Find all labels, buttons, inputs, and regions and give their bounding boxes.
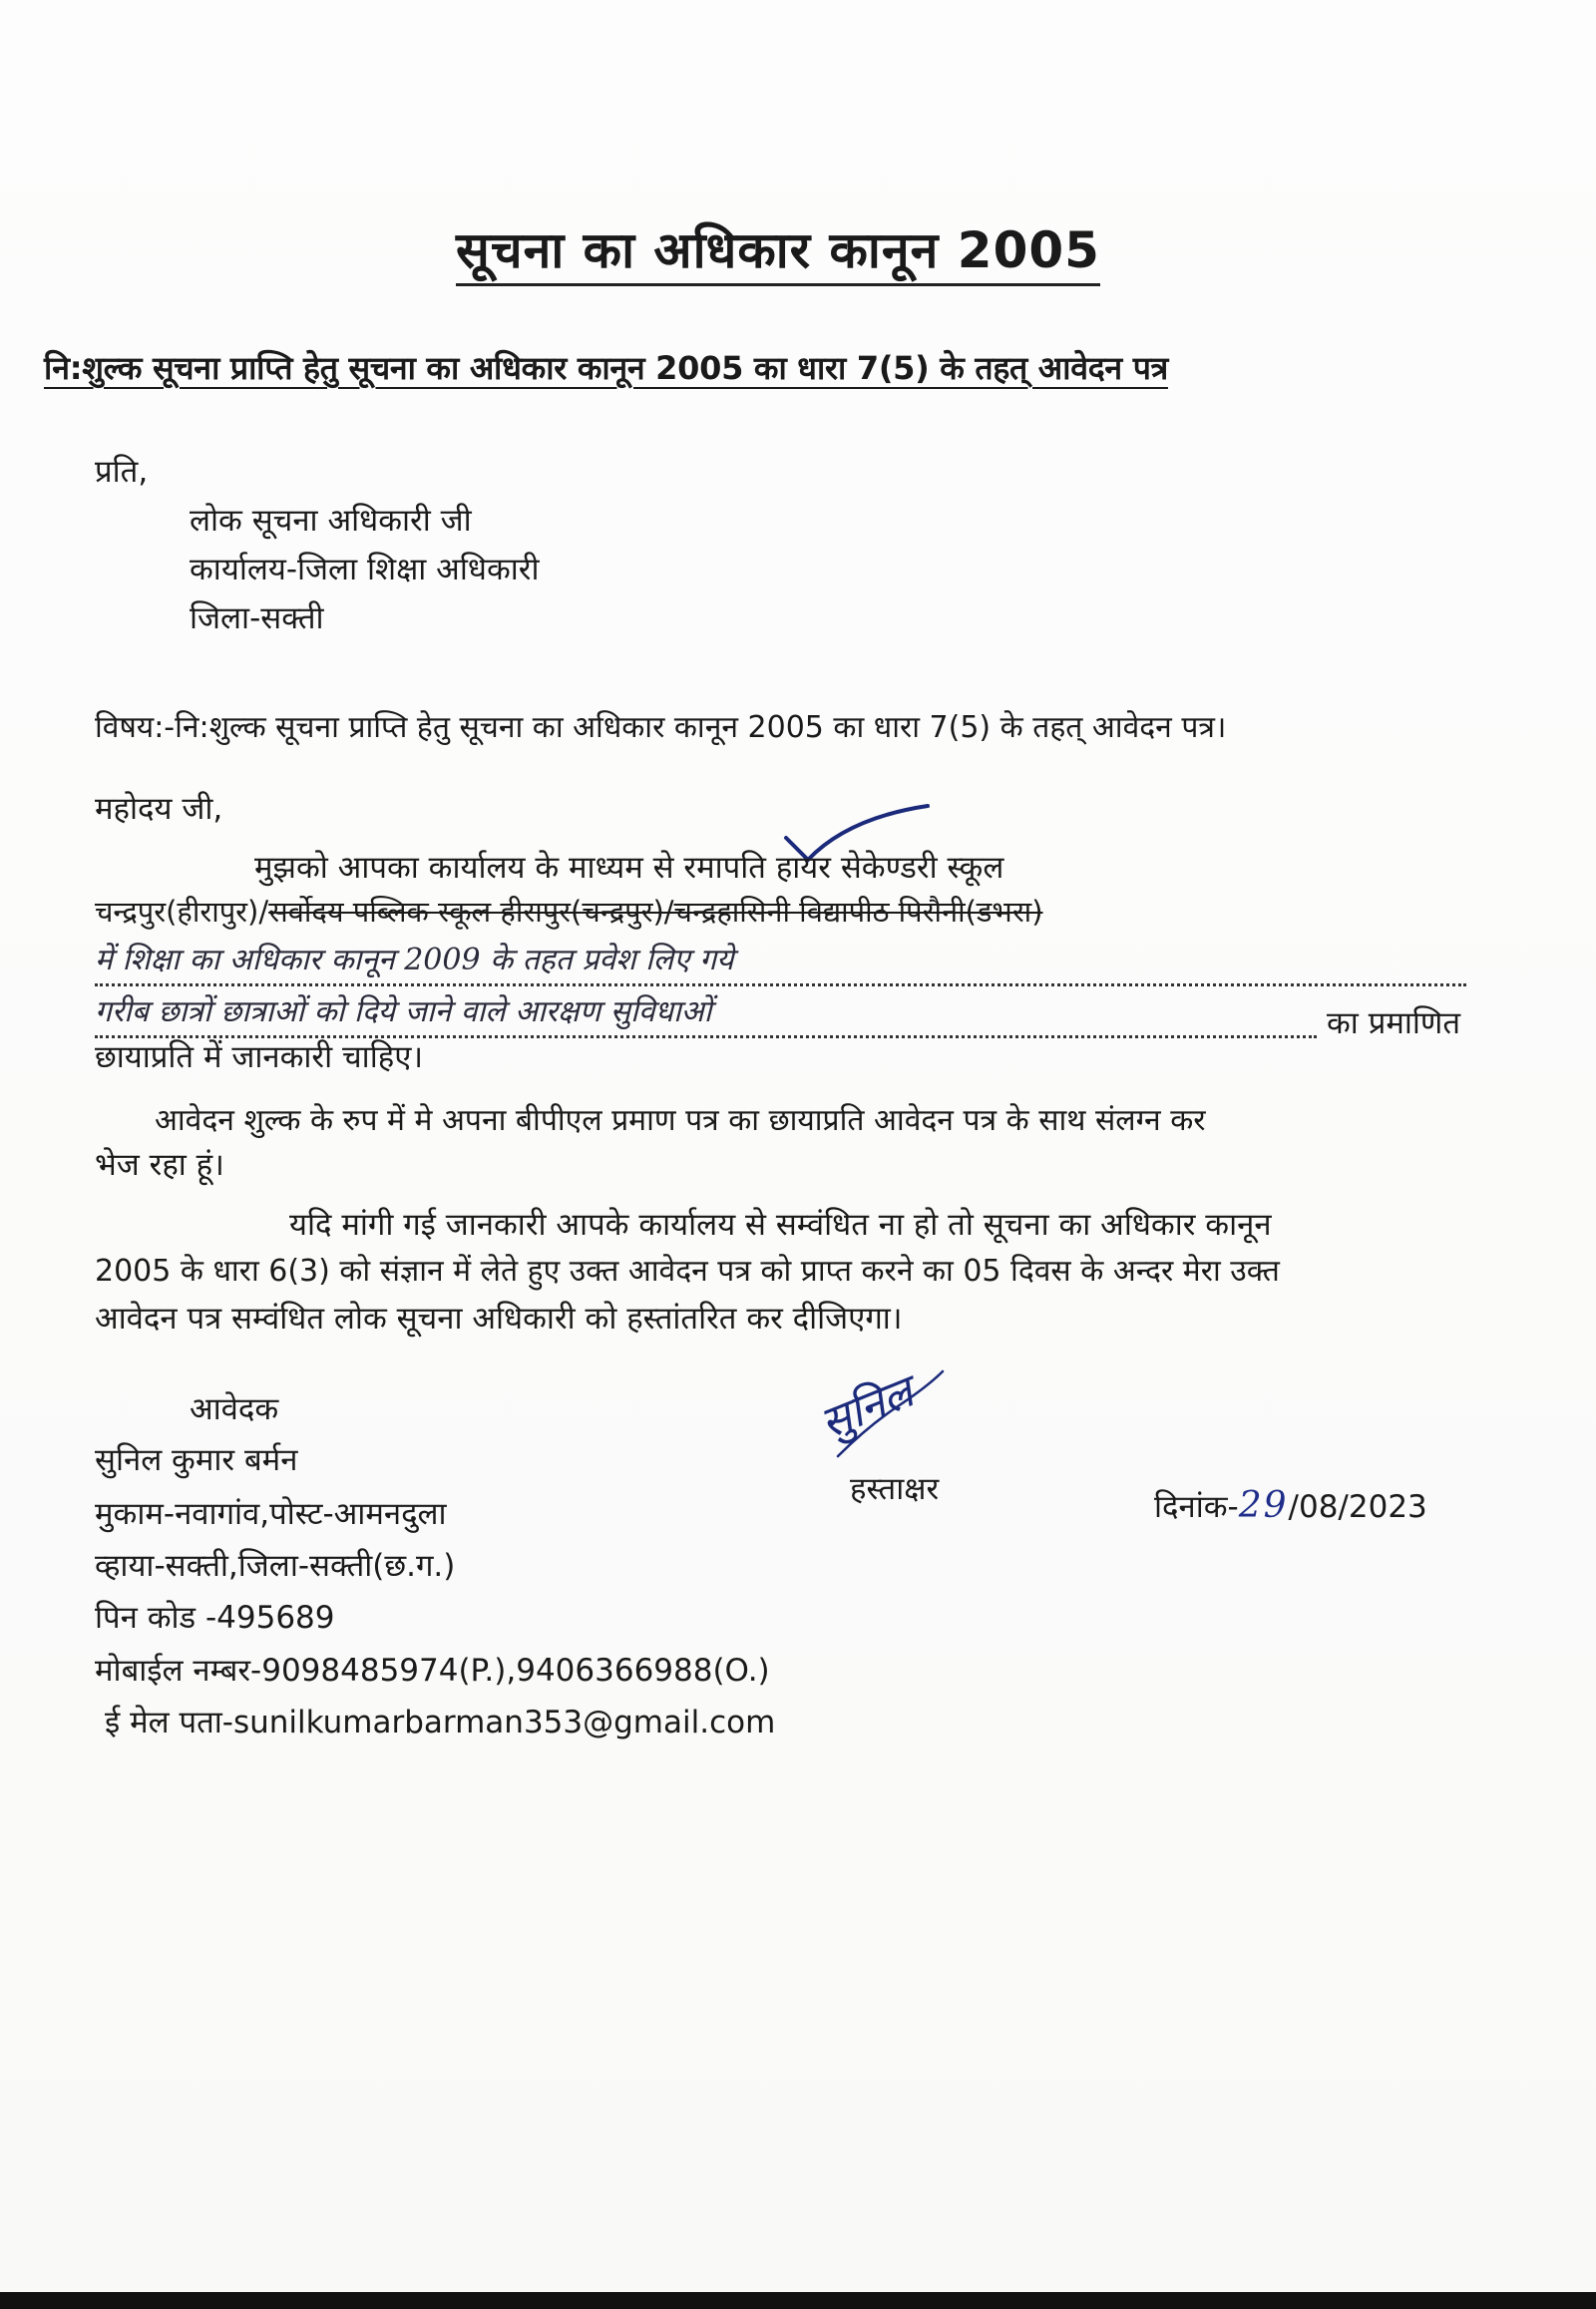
document-subtitle: नि:शुल्क सूचना प्राप्ति हेतु सूचना का अधिकार कानून 2005 का धारा 7(5) के तहत् आवेदन पत्र <box>44 349 1168 387</box>
body-p1-line2 <box>95 895 1043 930</box>
title-text: सूचना का अधिकार कानून 2005 <box>456 221 1100 286</box>
applicant-label: आवेदक <box>190 1391 279 1427</box>
struck-text: सर्वोदय पब्लिक स्कूल हीरापुर(चन्द्रपुर)/चन्द्रहासिनी विद्यापीठ पिरौनी(डभरा) <box>268 895 1043 929</box>
date-prefix: दिनांक- <box>1154 1489 1239 1525</box>
handwritten-line-2: गरीब छात्रों छात्राओं को दिये जाने वाले आरक्षण सुविधाओं <box>95 994 712 1029</box>
scan-edge <box>0 2292 1596 2309</box>
subject-line: विषय:-नि:शुल्क सूचना प्राप्ति हेतु सूचना का अधिकार कानून 2005 का धारा 7(5) के तहत् आवेदन पत्र। <box>95 710 1227 745</box>
recipient-line-3: जिला-सक्ती <box>190 600 324 636</box>
dotted-line-1 <box>95 983 1466 986</box>
body-p3-line2: 2005 के धारा 6(3) को संज्ञान में लेते हुए उक्त आवेदन पत्र को प्राप्त करने का 05 दिवस के अन्दर मेरा उक्त <box>95 1254 1280 1289</box>
to-label: प्रति, <box>95 454 149 490</box>
applicant-mobile: मोबाईल नम्बर-9098485974(P.),9406366988(O.) <box>95 1653 770 1689</box>
signature-label: हस्ताक्षर <box>850 1471 940 1507</box>
applicant-address-2: व्हाया-सक्ती,जिला-सक्ती(छ.ग.) <box>95 1548 456 1584</box>
body-p1-line4: छायाप्रति में जानकारी चाहिए। <box>95 1039 424 1075</box>
date-day-handwritten: 29 <box>1238 1485 1289 1526</box>
signature-handwritten: सुनिल <box>813 1366 921 1450</box>
salutation: महोदय जी, <box>95 791 223 827</box>
date-line <box>1154 1484 1427 1527</box>
applicant-pin: पिन कोड -495689 <box>95 1600 335 1636</box>
body-p2-line1: आवेदन शुल्क के रुप में मे अपना बीपीएल प्रमाण पत्र का छायाप्रति आवेदन पत्र के साथ संलग्न कर <box>155 1103 1206 1138</box>
applicant-email: ई मेल पता-sunilkumarbarman353@gmail.com <box>105 1705 776 1740</box>
body-p1-line1: मुझको आपका कार्यालय के माध्यम से रमापति हायर सेकेण्डरी स्कूल <box>254 850 1004 886</box>
applicant-name: सुनिल कुमार बर्मन <box>95 1442 298 1478</box>
applicant-address-1: मुकाम-नवागांव,पोस्ट-आमनदुला <box>95 1496 447 1532</box>
body-p1-line2-prefix: चन्द्रपुर(हीरापुर)/ <box>95 895 269 929</box>
recipient-line-1: लोक सूचना अधिकारी जी <box>190 503 472 539</box>
recipient-line-2: कार्यालय-जिला शिक्षा अधिकारी <box>190 552 540 587</box>
body-p2-line2: भेज रहा हूं। <box>95 1147 224 1183</box>
body-p3-line1: यदि मांगी गई जानकारी आपके कार्यालय से सम्वंधित ना हो तो सूचना का अधिकार कानून <box>289 1207 1272 1243</box>
handwritten-line-1: में शिक्षा का अधिकार कानून 2009 के तहत प्रवेश लिए गये <box>95 943 734 977</box>
signature-flourish-icon <box>828 1366 948 1466</box>
dotted-line-2 <box>95 1035 1317 1038</box>
body-p3-line3: आवेदन पत्र सम्वंधित लोक सूचना अधिकारी को हस्तांतरित कर दीजिएगा। <box>95 1301 903 1337</box>
body-p1-line3-suffix: का प्रमाणित <box>1327 1005 1461 1041</box>
date-suffix: /08/2023 <box>1288 1489 1427 1525</box>
document-title <box>0 214 1556 282</box>
